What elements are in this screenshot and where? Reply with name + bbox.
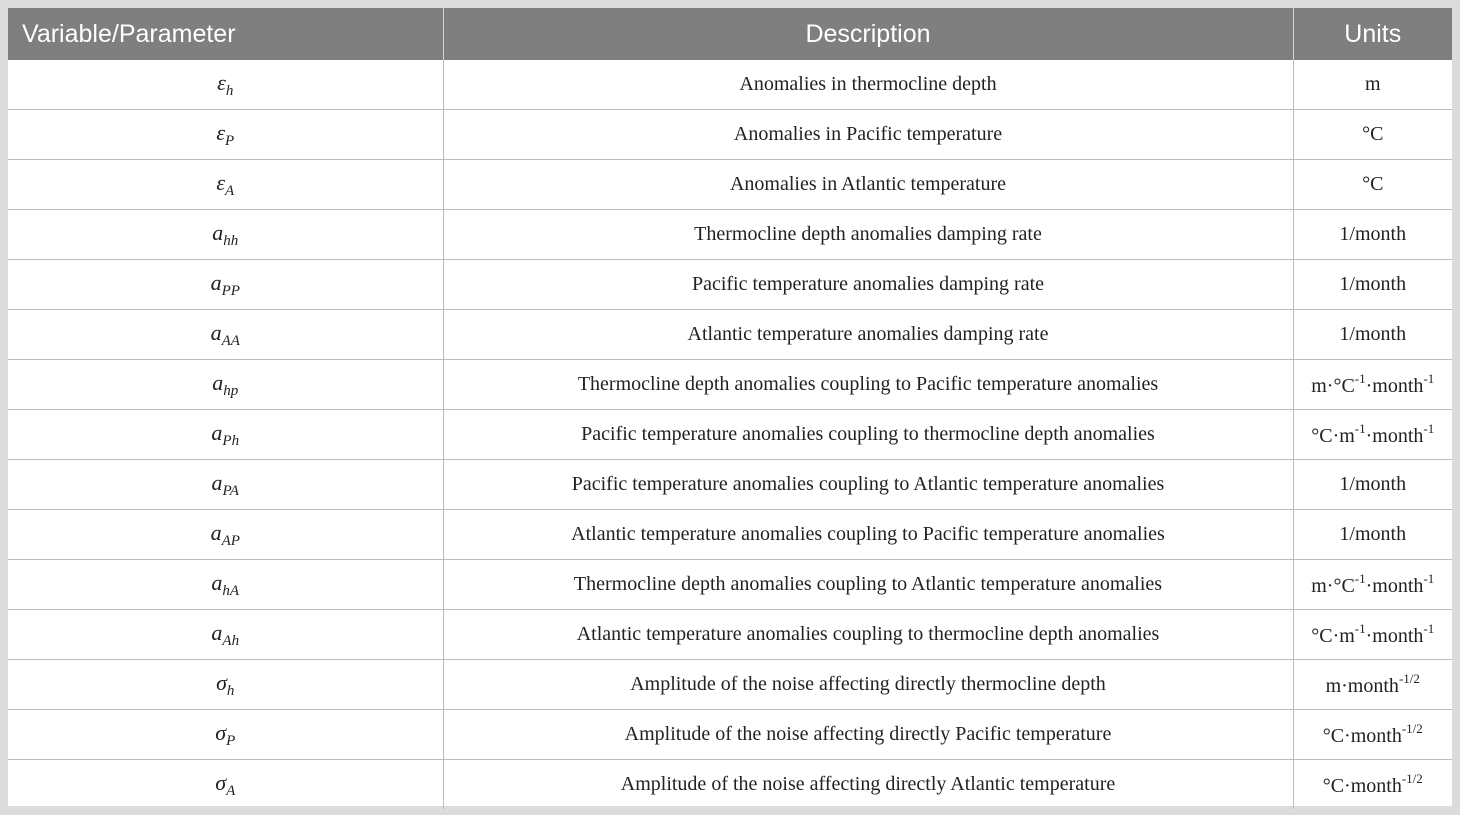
variable-symbol: σ: [215, 719, 227, 745]
description-cell: Anomalies in Pacific temperature: [443, 110, 1293, 160]
units-cell: [1293, 710, 1452, 760]
variable-subscript: PP: [221, 282, 240, 299]
units-cell: [1293, 260, 1452, 310]
unit-text: m·°C: [1311, 575, 1355, 597]
description-cell: Atlantic temperature anomalies damping rate: [443, 310, 1293, 360]
variable-symbol: a: [210, 319, 222, 345]
unit-text: m·°C: [1311, 375, 1355, 397]
table-frame: [8, 8, 1452, 806]
description-cell: Thermocline depth anomalies damping rate: [443, 210, 1293, 260]
description-cell: Anomalies in Atlantic temperature: [443, 160, 1293, 210]
variable-cell: [8, 510, 443, 560]
description-cell: Amplitude of the noise affecting directly Pacific temperature: [443, 710, 1293, 760]
description-cell: Thermocline depth anomalies coupling to Atlantic temperature anomalies: [443, 560, 1293, 610]
variable-symbol: σ: [215, 769, 227, 795]
table-body: [8, 60, 1452, 809]
unit-text: °C: [1362, 173, 1384, 195]
variable-subscript: P: [226, 732, 236, 749]
variable-cell: [8, 60, 443, 110]
table-row: [8, 160, 1452, 210]
variable-cell: [8, 710, 443, 760]
description-cell: Amplitude of the noise affecting directly Atlantic temperature: [443, 760, 1293, 810]
unit-exponent: -1: [1423, 571, 1435, 586]
variable-subscript: h: [225, 82, 234, 99]
variable-cell: [8, 760, 443, 810]
units-cell: [1293, 460, 1452, 510]
variable-subscript: hh: [223, 232, 239, 249]
units-cell: [1293, 360, 1452, 410]
table-header: [8, 8, 1452, 60]
unit-exponent: -1: [1354, 371, 1366, 386]
table-row: [8, 60, 1452, 110]
units-cell: [1293, 560, 1452, 610]
units-cell: [1293, 510, 1452, 560]
table-row: [8, 210, 1452, 260]
units-cell: [1293, 210, 1452, 260]
units-cell: [1293, 660, 1452, 710]
table-row: [8, 510, 1452, 560]
variable-symbol: a: [211, 469, 223, 495]
unit-exponent: -1: [1354, 621, 1366, 636]
units-cell: [1293, 760, 1452, 810]
table-row: [8, 560, 1452, 610]
table-row: [8, 410, 1452, 460]
variable-cell: [8, 160, 443, 210]
unit-exponent: -1: [1423, 371, 1435, 386]
unit-text: m·month: [1325, 675, 1399, 697]
units-cell: [1293, 410, 1452, 460]
units-cell: [1293, 60, 1452, 110]
variable-cell: [8, 310, 443, 360]
unit-exponent: -1/2: [1398, 671, 1420, 686]
variable-symbol: a: [212, 219, 224, 245]
unit-exponent: -1: [1354, 571, 1366, 586]
unit-text: ·month: [1365, 625, 1424, 647]
unit-text: ·month: [1365, 425, 1424, 447]
variable-subscript: P: [225, 132, 235, 149]
variable-symbol: a: [211, 619, 223, 645]
variable-cell: [8, 110, 443, 160]
variable-symbol: a: [211, 419, 223, 445]
unit-text: m: [1364, 73, 1381, 95]
units-cell: [1293, 160, 1452, 210]
table-row: [8, 610, 1452, 660]
variable-subscript: A: [226, 782, 236, 799]
header-variable: Variable/Parameter: [8, 8, 443, 60]
variable-symbol: a: [210, 519, 222, 545]
description-cell: Atlantic temperature anomalies coupling to thermocline depth anomalies: [443, 610, 1293, 660]
header-units: Units: [1293, 8, 1452, 60]
unit-text: ·month: [1365, 575, 1424, 597]
table-row: [8, 260, 1452, 310]
unit-text: ·month: [1365, 375, 1424, 397]
description-cell: Amplitude of the noise affecting directly thermocline depth: [443, 660, 1293, 710]
unit-text: 1/month: [1339, 223, 1407, 245]
parameters-table: [8, 8, 1452, 809]
units-cell: [1293, 110, 1452, 160]
unit-exponent: -1: [1423, 421, 1435, 436]
variable-subscript: AA: [221, 332, 240, 349]
table-row: [8, 760, 1452, 810]
table-row: [8, 460, 1452, 510]
unit-exponent: -1: [1423, 621, 1435, 636]
unit-exponent: -1/2: [1401, 771, 1423, 786]
description-cell: Atlantic temperature anomalies coupling to Pacific temperature anomalies: [443, 510, 1293, 560]
unit-text: °C: [1362, 123, 1384, 145]
variable-cell: [8, 610, 443, 660]
unit-text: °C·month: [1322, 775, 1402, 797]
description-cell: Pacific temperature anomalies coupling to Atlantic temperature anomalies: [443, 460, 1293, 510]
variable-symbol: σ: [216, 669, 227, 695]
table-row: [8, 310, 1452, 360]
variable-subscript: Ph: [222, 432, 240, 449]
unit-text: 1/month: [1339, 323, 1407, 345]
variable-cell: [8, 460, 443, 510]
variable-subscript: AP: [221, 532, 240, 549]
unit-text: 1/month: [1339, 473, 1407, 495]
header-description: Description: [443, 8, 1293, 60]
variable-symbol: a: [211, 569, 223, 595]
variable-cell: [8, 410, 443, 460]
variable-symbol: ε: [216, 169, 225, 195]
table-row: [8, 360, 1452, 410]
table-row: [8, 710, 1452, 760]
variable-symbol: a: [212, 369, 224, 395]
unit-exponent: -1: [1354, 421, 1366, 436]
unit-text: °C·m: [1311, 425, 1355, 447]
units-cell: [1293, 610, 1452, 660]
variable-cell: [8, 560, 443, 610]
variable-symbol: ε: [216, 119, 225, 145]
unit-text: °C·month: [1322, 725, 1402, 747]
variable-subscript: PA: [222, 482, 239, 499]
variable-symbol: ε: [217, 69, 226, 95]
description-cell: Thermocline depth anomalies coupling to Pacific temperature anomalies: [443, 360, 1293, 410]
description-cell: Anomalies in thermocline depth: [443, 60, 1293, 110]
units-cell: [1293, 310, 1452, 360]
variable-cell: [8, 210, 443, 260]
variable-subscript: Ah: [222, 632, 240, 649]
unit-exponent: -1/2: [1401, 721, 1423, 736]
variable-subscript: hA: [222, 582, 240, 599]
table-row: [8, 660, 1452, 710]
variable-subscript: h: [226, 682, 235, 699]
variable-subscript: hp: [223, 382, 239, 399]
description-cell: Pacific temperature anomalies damping rate: [443, 260, 1293, 310]
variable-subscript: A: [225, 182, 235, 199]
variable-cell: [8, 660, 443, 710]
header-row: [8, 8, 1452, 60]
unit-text: 1/month: [1339, 523, 1407, 545]
variable-cell: [8, 360, 443, 410]
variable-cell: [8, 260, 443, 310]
variable-symbol: a: [210, 269, 222, 295]
unit-text: 1/month: [1339, 273, 1407, 295]
table-row: [8, 110, 1452, 160]
unit-text: °C·m: [1311, 625, 1355, 647]
description-cell: Pacific temperature anomalies coupling to thermocline depth anomalies: [443, 410, 1293, 460]
